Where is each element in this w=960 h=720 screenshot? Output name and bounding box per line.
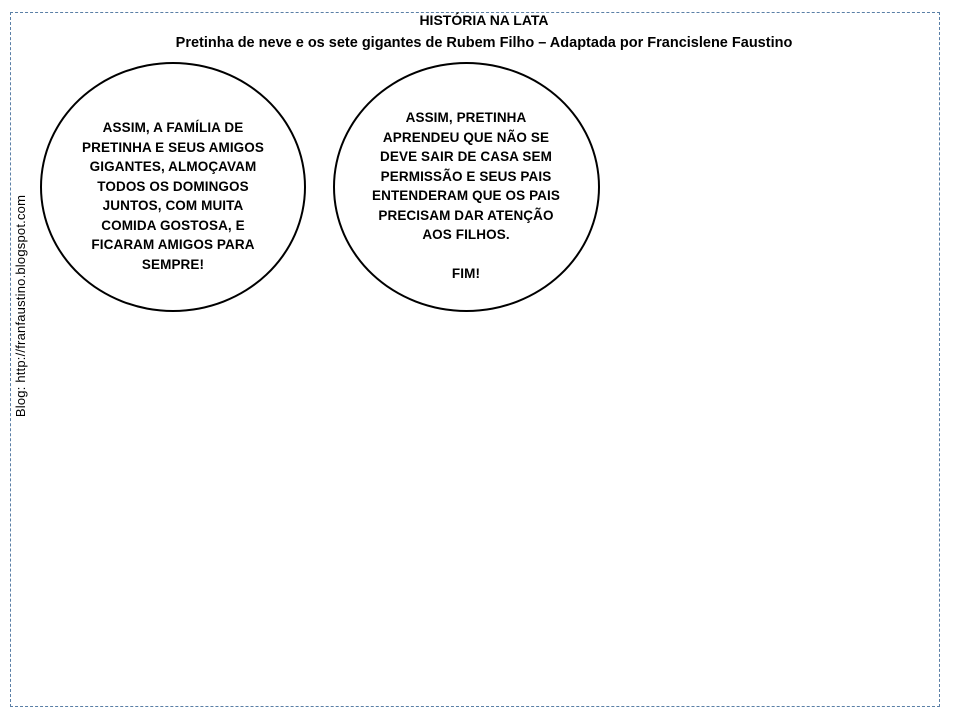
text-line: GIGANTES, ALMOÇAVAM — [89, 159, 257, 174]
text-line: ENTENDERAM QUE OS PAIS — [372, 188, 560, 203]
blog-url-label: Blog: http://franfaustino.blogspot.com — [13, 151, 29, 461]
story-circle-1 — [40, 62, 306, 312]
text-line: ASSIM, PRETINHA — [405, 110, 527, 125]
text-line: FICARAM AMIGOS PARA — [91, 237, 255, 252]
page-subtitle: Pretinha de neve e os sete gigantes de Rubem Filho – Adaptada por Francislene Faustino — [175, 35, 793, 51]
text-line: AOS FILHOS. — [422, 227, 510, 242]
text-line: PERMISSÃO E SEUS PAIS — [380, 168, 552, 184]
story-circle-2-text — [351, 108, 581, 284]
text-line: APRENDEU QUE NÃO SE — [382, 129, 550, 145]
text-line: DEVE SAIR DE CASA SEM — [380, 149, 552, 164]
text-line: PRECISAM DAR ATENÇÃO — [378, 207, 554, 223]
story-ending: FIM! — [451, 266, 481, 281]
text-line: TODOS OS DOMINGOS — [97, 178, 249, 194]
story-circle-1-text — [68, 118, 278, 274]
text-line: JUNTOS, COM MUITA — [102, 198, 244, 213]
text-line: SEMPRE! — [141, 256, 205, 272]
text-line: PRETINHA E SEUS AMIGOS — [82, 139, 264, 155]
page-title: HISTÓRIA NA LATA — [419, 12, 549, 28]
text-line: ASSIM, A FAMÍLIA DE — [102, 120, 244, 135]
story-circle-2 — [333, 62, 600, 312]
blank-line — [351, 245, 581, 265]
text-line: COMIDA GOSTOSA, E — [101, 217, 245, 233]
